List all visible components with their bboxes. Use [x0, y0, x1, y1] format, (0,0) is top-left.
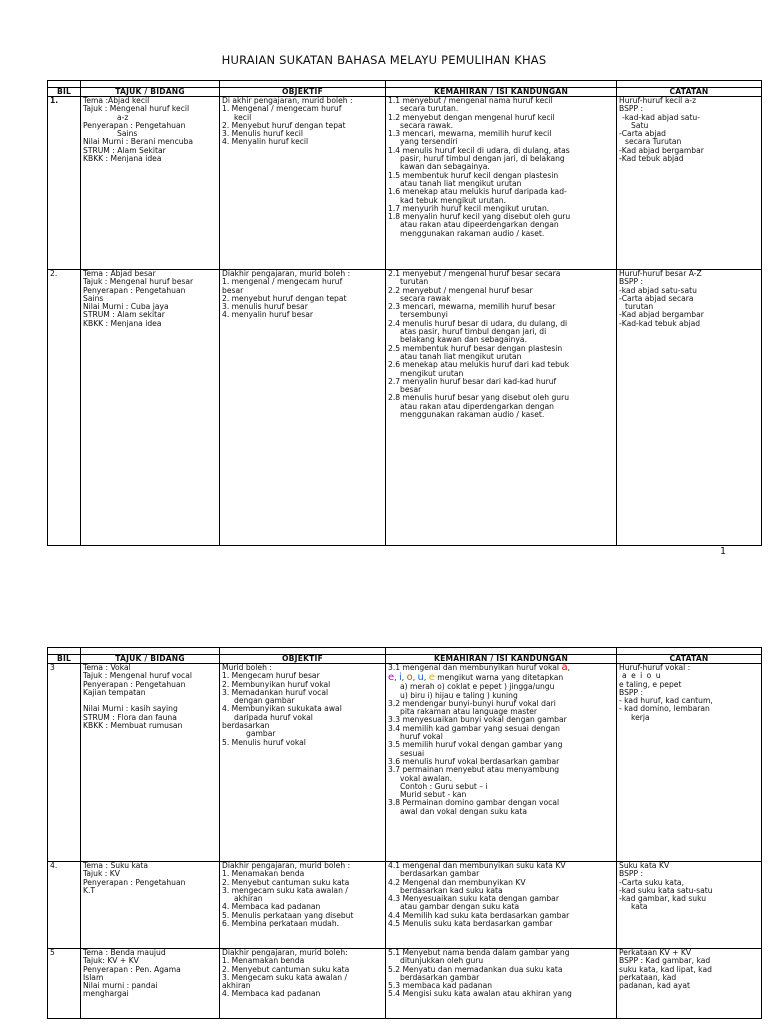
- row-kemahiran: 1.1 menyebut / mengenal nama huruf kecil secara turutan. 1.2 menyebut dengan mengenal huruf kecil secara rawak. 1.3 mencari, mewarna, memilih huruf kecil yang tersendiri 1.4 menulis huruf kecil di udara, di dulang, atas pasir, huruf timbul dengan jari, di belakang kawan dan sebagainya. 1.5 membentuk huruf kecil dengan plastesin atau tanah liat mengikut urutan 1.6 menekap atau melukis huruf daripada kad- kad tebuk mengikut urutan. 1.7 menyurih huruf kecil mengikut urutan. 1.8 menyalin huruf kecil yang disebut oleh guru atau rakan atau dipeerdengarkan dengan menggunakan rakaman audio / kaset.: [386, 97, 617, 270]
- header-bil: BIL: [48, 88, 81, 97]
- header-kemahiran: KEMAHIRAN / ISI KANDUNGAN: [386, 655, 617, 664]
- syllabus-table-2: [47, 647, 762, 1019]
- table-row: [48, 949, 762, 1019]
- vowel-u: u: [417, 672, 424, 684]
- row-catatan: Suku kata KV BSPP : -Carta suku kata, -kad suku kata satu-satu -kad gambar, kad suku kata: [617, 862, 762, 949]
- row-tajuk: Tema : Abjad besar Tajuk : Mengenal huruf besar Penyerapan : Pengetahuan Sains Nilai Murni : Cuba jaya STRUM : Alam sekitar KBKK : Menjana idea: [81, 270, 220, 546]
- row-objektif: Diakhir pengajaran, murid boleh: 1. Menamakan benda 2. Menyebut cantuman suku kata 3. Mengecam suku kata awalan / akhiran 4. Membaca kad padanan: [220, 949, 386, 1019]
- vowel-o: o: [406, 672, 413, 684]
- vowel-i: i: [398, 672, 402, 684]
- row-bil: 4.: [48, 862, 81, 949]
- page-title: HURAIAN SUKATAN BAHASA MELAYU PEMULIHAN KHAS: [221, 53, 547, 67]
- row-kemahiran: 4.1 mengenal dan membunyikan suku kata KV berdasarkan gambar 4.2 Mengenal dan membunyikan KV berdasarkan kad suku kata 4.3 Menyesuaikan suku kata dengan gambar atau gambar dengan suku kata 4.4 Memilih kad suku kata berdasarkan gambar 4.5 Menulis suku kata berdasarkan gambar: [386, 862, 617, 949]
- row-objektif: Murid boleh : 1. Mengecam huruf besar 2. Membunyikan huruf vokal 3. Memadankan huruf vocal dengan gambar 4. Membunyikan sukukata awal daripada huruf vokal berdasarkan gambar 5. Menulis huruf vokal: [220, 664, 386, 862]
- vowel-e-taling: e: [428, 672, 435, 684]
- header-tajuk: TAJUK / BIDANG: [81, 655, 220, 664]
- row-objektif: Diakhir pengajaran, murid boleh : 1. mengenal / mengecam huruf besar 2. menyebut huruf dengan tepat 3. menulis huruf besar 4. menyalin huruf besar: [220, 270, 386, 546]
- vowel-a: a: [561, 663, 568, 673]
- table-row: [48, 862, 762, 949]
- row-kemahiran: 2.1 menyebut / mengenal huruf besar secara turutan 2.2 menyebut / mengenal huruf besar secara rawak 2.3 mencari, mewarna, memilih huruf besar tersembunyi 2.4 menulis huruf besar di udara, du dulang, di atas pasir, huruf timbul dengan jari, di belakang kawan dan sebagainya. 2.5 membentuk huruf besar dengan plastesin atau tanah liat mengikut urutan 2.6 menekap atau melukis huruf dari kad tebuk mengikut urutan 2.7 menyalin huruf besar dari kad-kad huruf besar 2.8 menulis huruf besar yang disebut oleh guru atau rakan atau diperdengarkan dengan menggunakan rakaman audio / kaset.: [386, 270, 617, 546]
- header-kemahiran: KEMAHIRAN / ISI KANDUNGAN: [386, 88, 617, 97]
- row-tajuk: Tema : Vokal Tajuk : Mengenal huruf vocal Penyerapan : Pengetahuan Kajian tempatan Nilai Murni : kasih saying STRUM : Flora dan fauna KBKK : Membuat rumusan: [81, 664, 220, 862]
- page-number: 1: [719, 546, 726, 557]
- row-bil: 3: [48, 664, 81, 862]
- row-objektif: Diakhir pengajaran, murid boleh : 1. Menamakan benda 2. Menyebut cantuman suku kata 3. mengecam suku kata awalan / akhiran 4. Membaca kad padanan 5. Menulis perkataan yang disebut 6. Membina perkataan mudah.: [220, 862, 386, 949]
- header-objektif: OBJEKTIF: [220, 88, 386, 97]
- table-row: [48, 270, 762, 546]
- table-row: [48, 97, 762, 270]
- row-bil: 5: [48, 949, 81, 1019]
- row-catatan: Perkataan KV + KV BSPP : Kad gambar, kad suku kata, kad lipat, kad perkataan, kad padanan, kad ayat: [617, 949, 762, 1019]
- header-tajuk: TAJUK / BIDANG: [81, 88, 220, 97]
- row-bil: 2.: [48, 270, 81, 546]
- row-kemahiran: 3.1 mengenal dan membunyikan huruf vokal a, e, i, o, u, e mengikut warna yang ditetapkan a) merah o) coklat e pepet ) jingga/ungu u) biru i) hijau e taling ) kuning 3.2 mendengar bunyi-bunyi huruf vokal dari pita rakaman atau language master 3.3 menyesuaikan bunyi vokal dengan gambar 3.4 memilih kad gambar yang sesuai dengan huruf vokal 3.5 memilih huruf vokal dengan gambar yang sesuai 3.6 menulis huruf vokal berdasarkan gambar 3.7 permainan menyebut atau menyambung vokal awalan. Contoh : Guru sebut – i Murid sebut - kan 3.8 Permainan domino gambar dengan vocal awal dan vokal dengan suku kata: [386, 664, 617, 862]
- header-objektif: OBJEKTIF: [220, 655, 386, 664]
- row-objektif: Di akhir pengajaran, murid boleh : 1. Mengenal / mengecam huruf kecil 2. Menyebut huruf dengan tepat 3. Menulis huruf kecil 4. Menyalin huruf kecil: [220, 97, 386, 270]
- row-kemahiran: 5.1 Menyebut nama benda dalam gambar yang ditunjukkan oleh guru 5.2 Menyatu dan memadankan dua suku kata berdasarkan gambar 5.3 membaca kad padanan 5.4 Mengisi suku kata awalan atau akhiran yang: [386, 949, 617, 1019]
- row-tajuk: Tema : Benda maujud Tajuk: KV + KV Penyerapan : Pen. Agama Islam Nilai murni : pandai menghargai: [81, 949, 220, 1019]
- vowel-e-pepet: e: [388, 672, 395, 684]
- header-catatan: CATATAN: [617, 655, 762, 664]
- row-tajuk: Tema : Suku kata Tajuk : KV Penyerapan : Pengetahuan K.T: [81, 862, 220, 949]
- row-catatan: Huruf-huruf besar A-Z BSPP : -kad abjad satu-satu -Carta abjad secara turutan -Kad abjad bergambar -Kad-kad tebuk abjad: [617, 270, 762, 546]
- syllabus-table-1: [47, 80, 762, 546]
- row-bil: 1.: [48, 97, 81, 270]
- row-tajuk: Tema :Abjad kecil Tajuk : Mengenal huruf kecil a-z Penyerapan : Pengetahuan Sains Nilai Murni : Berani mencuba STRUM : Alam Sekitar KBKK : Menjana idea: [81, 97, 220, 270]
- row-catatan: Huruf-huruf vokal : a e i o u e taling, e pepet BSPP : - kad huruf, kad cantum, - kad domino, lembaran kerja: [617, 664, 762, 862]
- row-catatan: Huruf-huruf kecil a-z BSPP : -kad-kad abjad satu- Satu -Carta abjad secara Turutan -Kad abjad bergambar -Kad tebuk abjad: [617, 97, 762, 270]
- header-catatan: CATATAN: [617, 88, 762, 97]
- table-row: [48, 664, 762, 862]
- header-bil: BIL: [48, 655, 81, 664]
